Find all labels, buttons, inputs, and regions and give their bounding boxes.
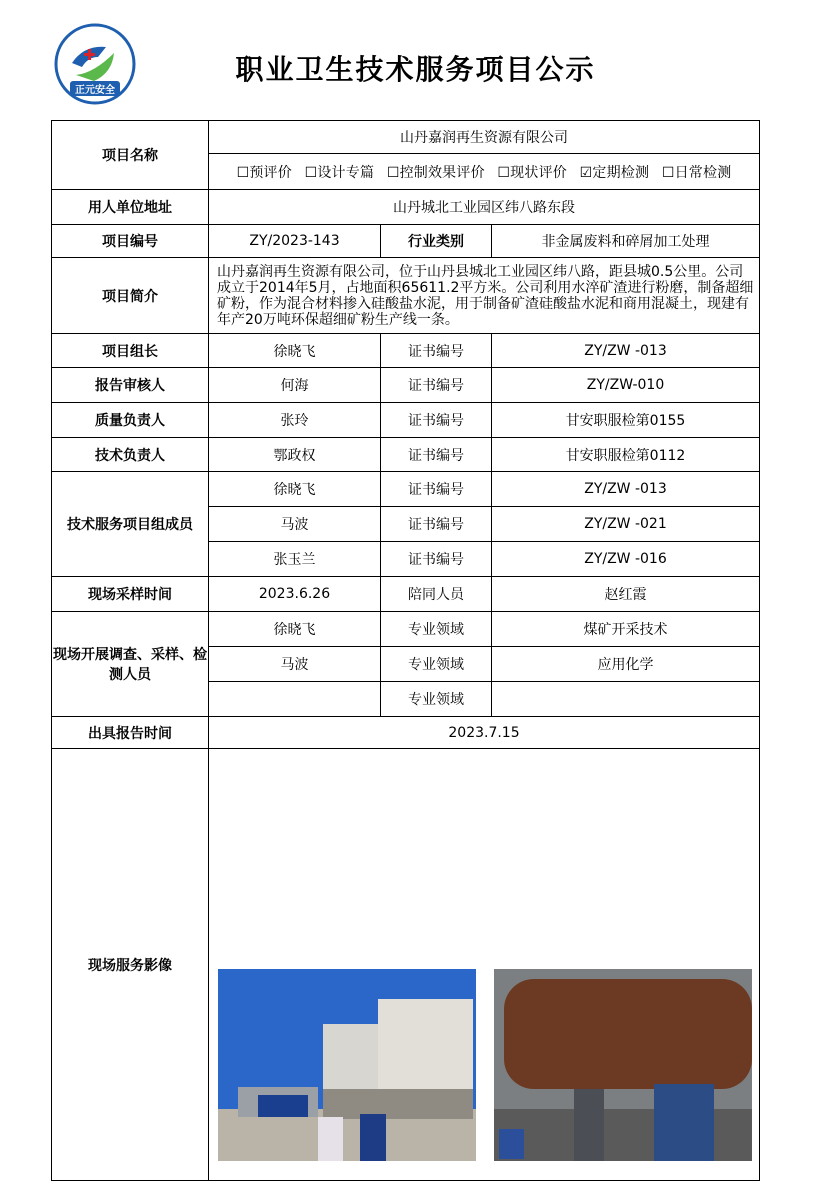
field-staff-name: 徐晓飞: [209, 612, 381, 647]
field-staff-label: 现场开展调查、采样、检测人员: [52, 612, 209, 717]
option-pre-evaluation: ☐预评价: [236, 164, 292, 181]
project-leader-label: 项目组长: [52, 334, 209, 368]
technical-cert: 甘安职服检第0112: [492, 438, 760, 472]
field-staff-name: [209, 682, 381, 717]
report-date-value: 2023.7.15: [209, 717, 760, 749]
project-number-value: ZY/2023-143: [209, 225, 381, 258]
employer-address-value: 山丹城北工业园区纬八路东段: [209, 190, 760, 225]
project-name-value: 山丹嘉润再生资源有限公司: [209, 121, 760, 154]
project-name-label: 项目名称: [52, 121, 209, 190]
employer-address-label: 用人单位地址: [52, 190, 209, 225]
member-name: 马波: [209, 507, 381, 542]
photo-ball-mill: [494, 969, 752, 1161]
field-label: 专业领域: [381, 647, 492, 682]
option-daily-detection: ☐日常检测: [661, 164, 732, 181]
cert-label: 证书编号: [381, 403, 492, 438]
option-control-effect: ☐控制效果评价: [386, 164, 485, 181]
reviewer-cert: ZY/ZW-010: [492, 368, 760, 403]
project-number-label: 项目编号: [52, 225, 209, 258]
field-staff-name: 马波: [209, 647, 381, 682]
industry-label: 行业类别: [381, 225, 492, 258]
cert-label: 证书编号: [381, 334, 492, 368]
technical-name: 鄂政权: [209, 438, 381, 472]
cert-label: 证书编号: [381, 472, 492, 507]
quality-cert: 甘安职服检第0155: [492, 403, 760, 438]
companion-name: 赵红霞: [492, 577, 760, 612]
images-cell: [209, 749, 760, 1181]
cert-label: 证书编号: [381, 368, 492, 403]
member-cert: ZY/ZW -016: [492, 542, 760, 577]
project-info-table: [51, 120, 760, 1181]
quality-name: 张玲: [209, 403, 381, 438]
reviewer-label: 报告审核人: [52, 368, 209, 403]
field-staff-field: [492, 682, 760, 717]
project-leader-name: 徐晓飞: [209, 334, 381, 368]
photo-silos: [218, 969, 476, 1161]
quality-label: 质量负责人: [52, 403, 209, 438]
option-periodic-detection: ☑定期检测: [579, 164, 650, 181]
field-staff-field: 应用化学: [492, 647, 760, 682]
intro-text: 山丹嘉润再生资源有限公司，位于山丹县城北工业园区纬八路，距县城0.5公里。公司成立于2014年5月，占地面积65611.2平方米。公司利用水淬矿渣进行粉磨，制备超细矿粉，作为混合材料掺入硅酸盐水泥，用于制备矿渣硅酸盐水泥和商用混凝土，现建有年产20万吨环保超细矿粉生产线一条。: [209, 258, 760, 334]
images-label: 现场服务影像: [52, 749, 209, 1181]
companion-label: 陪同人员: [381, 577, 492, 612]
member-cert: ZY/ZW -021: [492, 507, 760, 542]
cert-label: 证书编号: [381, 507, 492, 542]
project-type-options: [209, 154, 760, 190]
members-label: 技术服务项目组成员: [52, 472, 209, 577]
intro-label: 项目简介: [52, 258, 209, 334]
page-title: 职业卫生技术服务项目公示: [235, 53, 596, 86]
option-status-evaluation: ☐现状评价: [497, 164, 567, 181]
logo-text: 正元安全: [75, 85, 115, 96]
project-leader-cert: ZY/ZW -013: [492, 334, 760, 368]
option-design: ☐设计专篇: [304, 164, 375, 181]
industry-value: 非金属废料和碎屑加工处理: [492, 225, 760, 258]
sampling-date: 2023.6.26: [209, 577, 381, 612]
field-staff-field: 煤矿开采技术: [492, 612, 760, 647]
sampling-time-label: 现场采样时间: [52, 577, 209, 612]
member-name: 徐晓飞: [209, 472, 381, 507]
report-date-label: 出具报告时间: [52, 717, 209, 749]
member-cert: ZY/ZW -013: [492, 472, 760, 507]
technical-label: 技术负责人: [52, 438, 209, 472]
reviewer-name: 何海: [209, 368, 381, 403]
field-label: 专业领域: [381, 612, 492, 647]
page-header: [0, 0, 831, 118]
cert-label: 证书编号: [381, 438, 492, 472]
member-name: 张玉兰: [209, 542, 381, 577]
field-label: 专业领域: [381, 682, 492, 717]
cert-label: 证书编号: [381, 542, 492, 577]
